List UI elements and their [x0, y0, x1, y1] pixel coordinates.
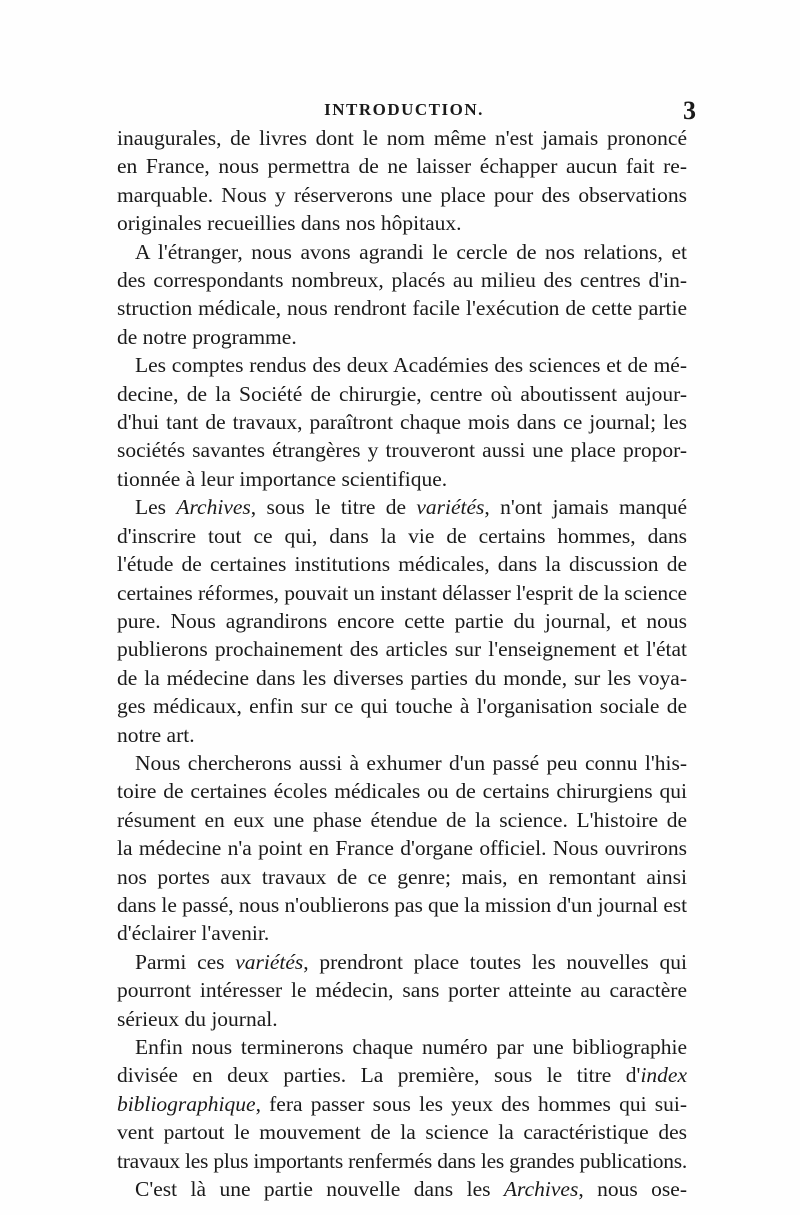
- text-line: certaines réformes, pouvait un instant délasser l'esprit de la science: [117, 580, 687, 605]
- text-line: la médecine n'a point en France d'organe officiel. Nous ouvrirons: [117, 836, 687, 861]
- paragraph: [117, 948, 687, 1033]
- text-line: vent partout le mouvement de la science la caractéristique des: [117, 1120, 687, 1145]
- paragraph: [117, 749, 687, 948]
- text-line: sérieux du journal.: [117, 1006, 278, 1031]
- paragraph: [117, 1175, 687, 1203]
- text-line: bibliographique, fera passer sous les yeux des hommes qui sui-: [117, 1091, 687, 1116]
- page-number: 3: [683, 96, 696, 125]
- running-title: INTRODUCTION.: [324, 100, 484, 119]
- text-line: C'est là une partie nouvelle dans les Archives, nous ose-: [135, 1177, 687, 1202]
- text-line: inaugurales, de livres dont le nom même n'est jamais prononcé: [117, 126, 687, 150]
- paragraph: [117, 493, 687, 749]
- text-line: Enfin nous terminerons chaque numéro par une bibliographie: [135, 1035, 687, 1059]
- text-line: struction médicale, nous rendront facile l'exécution de cette partie: [117, 296, 687, 321]
- text-line: des correspondants nombreux, placés au milieu des centres d'in-: [117, 268, 687, 293]
- text-line: de la médecine dans les diverses parties du monde, sur les voya-: [117, 665, 687, 690]
- text-line: ges médicaux, enfin sur ce qui touche à l'organisation sociale de: [117, 694, 687, 719]
- text-line: Les Archives, sous le titre de variétés, n'ont jamais manqué: [135, 495, 687, 520]
- running-head: [118, 96, 696, 126]
- text-line: Nous chercherons aussi à exhumer d'un passé peu connu l'his-: [135, 750, 687, 775]
- text-line: d'éclairer l'avenir.: [117, 921, 270, 946]
- text-line: notre art.: [117, 722, 195, 747]
- paragraph: [117, 351, 687, 493]
- text-line: decine, de la Société de chirurgie, centre où aboutissent aujour-: [117, 381, 687, 406]
- paragraph: [117, 238, 687, 352]
- text-line: dans le passé, nous n'oublierons pas que la mission d'un journal est: [117, 892, 687, 917]
- text-line: l'étude de certaines institutions médicales, dans la discussion de: [117, 552, 687, 577]
- text-line: pure. Nous agrandirons encore cette partie du journal, et nous: [117, 608, 687, 633]
- text-line: originales recueillies dans nos hôpitaux.: [117, 211, 462, 236]
- text-line: résument en eux une phase étendue de la science. L'histoire de: [117, 807, 687, 832]
- text-line: marquable. Nous y réserverons une place pour des observations: [117, 182, 687, 207]
- paragraph: [117, 1033, 687, 1175]
- text-line: publierons prochainement des articles sur l'enseignement et l'état: [117, 637, 687, 662]
- text-line: Parmi ces variétés, prendront place toutes les nouvelles qui: [135, 949, 687, 974]
- text-line: tionnée à leur importance scientifique.: [117, 466, 448, 491]
- text-line: A l'étranger, nous avons agrandi le cercle de nos relations, et: [135, 239, 687, 264]
- text-line: nos portes aux travaux de ce genre; mais, en remontant ainsi: [117, 864, 687, 889]
- text-line: pourront intéresser le médecin, sans porter atteinte au caractère: [117, 978, 687, 1003]
- text-line: toire de certaines écoles médicales ou de certains chirurgiens qui: [117, 779, 687, 804]
- text-line: de notre programme.: [117, 324, 297, 349]
- text-line: sociétés savantes étrangères y trouveront aussi une place propor-: [117, 438, 687, 463]
- text-line: travaux les plus importants renfermés dans les grandes publications.: [117, 1148, 688, 1173]
- text-line: divisée en deux parties. La première, sous le titre d'index: [117, 1063, 687, 1088]
- text-line: en France, nous permettra de ne laisser échapper aucun fait re-: [117, 154, 687, 179]
- text-line: Les comptes rendus des deux Académies des sciences et de mé-: [135, 353, 687, 378]
- text-line: d'inscrire tout ce qui, dans la vie de certains hommes, dans: [117, 523, 687, 548]
- text-line: d'hui tant de travaux, paraîtront chaque mois dans ce journal; les: [117, 410, 687, 435]
- paragraph: [117, 124, 687, 238]
- body-text: [117, 124, 687, 1203]
